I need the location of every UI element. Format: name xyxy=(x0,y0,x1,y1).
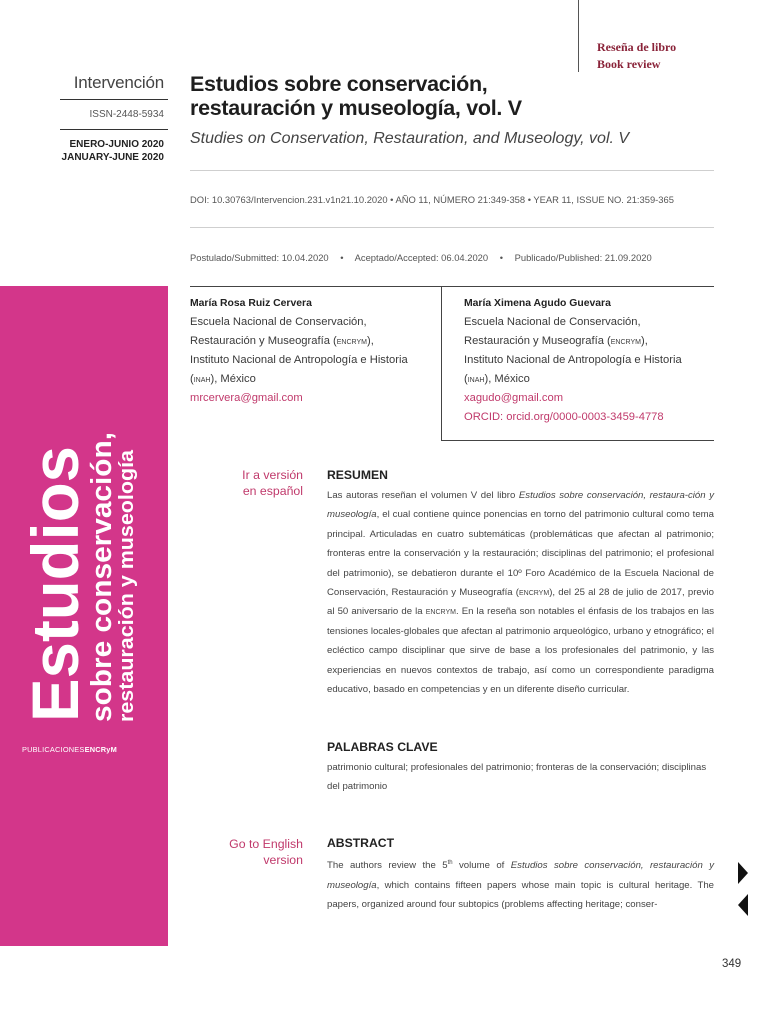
next-page-arrow-icon[interactable] xyxy=(738,862,748,884)
publication-dates: Postulado/Submitted: 10.04.2020 • Aceptado/Accepted: 06.04.2020 • Publicado/Published: 21.09.2020 xyxy=(190,252,652,263)
cover-word-restauracion: restauración y museología xyxy=(116,468,138,722)
authors-top-rule xyxy=(190,286,714,287)
doi-line[interactable]: DOI: 10.30763/Intervencion.231.v1n21.10.2020 • AÑO 11, NÚMERO 21:349-358 • YEAR 11, ISSUE NO. 21:359-365 xyxy=(190,194,674,205)
abstract-text: The authors review the 5th volume of Estudios sobre conservación, restauración y museología, which contains fifteen papers whose main topic is cultural heritage. The papers, organized around four subtopics (problems affecting heritage; conser- xyxy=(327,860,714,910)
abstract-heading: ABSTRACT xyxy=(327,836,395,850)
author-2-orcid[interactable]: ORCID: orcid.org/0000-0003-3459-4778 xyxy=(464,411,664,423)
doi-rule xyxy=(190,227,714,228)
cover-panel xyxy=(0,286,168,946)
author-2-email[interactable]: xagudo@gmail.com xyxy=(464,392,564,404)
issn: ISSN-2448-5934 xyxy=(89,109,164,120)
author-1: María Rosa Ruiz Cervera Escuela Nacional de Conservación, Restauración y Museografía (encrym), Instituto Nacional de Antropología e Historia (inah), México mrcervera@gmail.com xyxy=(190,294,435,408)
article-subtitle: Studies on Conservation, Restauration, and Museology, vol. V xyxy=(190,130,630,147)
authors-bottom-rule xyxy=(441,440,714,441)
page-number: 349 xyxy=(722,958,742,970)
link-spanish-version[interactable]: Ir a versión en español xyxy=(242,468,303,498)
keywords-text: patrimonio cultural; profesionales del patrimonio; fronteras de la conservación; disciplinas del patrimonio xyxy=(327,762,707,793)
title-rule xyxy=(190,170,714,171)
issue-period: ENERO-JUNIO 2020 JANUARY-JUNE 2020 xyxy=(61,139,164,163)
authors-divider xyxy=(441,286,442,441)
header-divider xyxy=(578,0,579,72)
link-english-version[interactable]: Go to English version xyxy=(229,837,303,867)
publisher-line: PUBLICACIONESENCRyM xyxy=(22,745,117,754)
journal-rule xyxy=(60,99,168,100)
author-1-email[interactable]: mrcervera@gmail.com xyxy=(190,392,303,404)
article-title: Estudios sobre conservación, restauración y museología, vol. V xyxy=(190,72,522,120)
previous-page-arrow-icon[interactable] xyxy=(738,894,748,916)
journal-name: Intervención xyxy=(73,73,164,92)
keywords-heading: PALABRAS CLAVE xyxy=(327,740,438,754)
issn-rule xyxy=(60,129,168,130)
cover-word-sobre: sobre conservación, xyxy=(86,439,118,722)
section-label: Reseña de libro Book review xyxy=(597,40,677,71)
resumen-text: Las autoras reseñan el volumen V del libro Estudios sobre conservación, restaura-ción y museología, el cual contiene quince ponencias en torno del patrimonio cultural como tema principal. Articuladas en cuatro subtemáticas (problemáticas que afectan al patrimonio; fronteras entre la conservación y la restauración; disciplinas del patrimonio; el profesional del patrimonio), se debatieron durante el 10º Foro Académico de la Escuela Nacional de Conservación, Restauración y Museografía (encrym), del 25 al 28 de julio de 2017, previo al 50 aniversario de la encrym. En la reseña son notables el énfasis de los trabajos en las tensiones locales-globales que afectan al patrimonio arqueológico, urbano y etnográfico; el ecléctico campo disciplinar que sirve de base a los profesionales del patrimonio, y las experiencias en nuevos contextos de trabajo, así como un correspondiente paradigma educativo, basado en competencias y en un diferente diseño curricular. xyxy=(327,490,715,696)
cover-word-estudios: Estudios xyxy=(18,443,92,722)
author-2: María Ximena Agudo Guevara Escuela Nacional de Conservación, Restauración y Museografía (encrym), Instituto Nacional de Antropología e Historia (inah), México xagudo@gmail.com ORCID: orcid.org/0000-0003-3459-4778 xyxy=(464,294,724,427)
cover-title xyxy=(0,286,168,746)
resumen-heading: RESUMEN xyxy=(327,468,388,482)
